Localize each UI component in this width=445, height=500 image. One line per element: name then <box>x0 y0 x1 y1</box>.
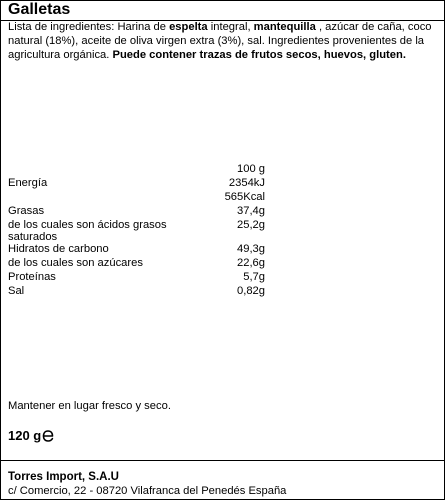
nutrition-label-salt: Sal <box>8 285 25 297</box>
nutrition-label-protein: Proteínas <box>8 271 56 283</box>
product-title: Galletas <box>8 1 71 18</box>
nutrition-value-fat: 37,4g <box>237 205 265 217</box>
storage-instructions: Mantener en lugar fresco y seco. <box>8 400 171 412</box>
company-name: Torres Import, S.A.U <box>8 471 119 483</box>
nutrition-value-carbs: 49,3g <box>237 243 265 255</box>
company-address: c/ Comercio, 22 - 08720 Vilafranca del Penedés España <box>8 485 287 497</box>
nutrition-label-saturated: de los cuales son ácidos grasos <box>8 219 167 231</box>
ingredient-highlight: espelta <box>169 21 208 33</box>
ingredient-text: , azúcar de caña, coco natural (18%), aceite de oliva virgen extra (3%), sal. Ingredientes provenientes de la agricultura orgánica. <box>8 21 432 61</box>
estimated-e-mark-icon <box>42 429 54 443</box>
nutrition-label-fat: Grasas <box>8 205 45 217</box>
ingredient-text: integral, <box>207 21 254 33</box>
energy-kcal-value: 565Kcal <box>224 191 265 203</box>
nutrition-value-protein: 5,7g <box>243 271 265 283</box>
ingredient-highlight: mantequilla <box>253 21 316 33</box>
nutrition-value-saturated: 25,2g <box>237 219 265 231</box>
footer-divider <box>1 460 444 461</box>
net-weight-value: 120 g <box>8 428 42 443</box>
nutrition-label-saturated-cont: saturados <box>8 231 58 243</box>
energy-kj-value: 2354kJ <box>228 177 265 189</box>
nutrition-per-100g-header: 100 g <box>237 163 265 175</box>
ingredient-highlight: Puede contener trazas de frutos secos, huevos, gluten. <box>112 49 406 61</box>
ingredients-list <box>8 20 440 62</box>
nutrition-value-salt: 0,82g <box>237 285 265 297</box>
energy-label: Energía <box>8 177 48 189</box>
net-weight <box>8 427 54 445</box>
ingredient-text: Lista de ingredientes: Harina de <box>8 21 170 33</box>
nutrition-label-sugars: de los cuales son azúcares <box>8 257 143 269</box>
nutrition-value-sugars: 22,6g <box>237 257 265 269</box>
nutrition-label-carbs: Hidratos de carbono <box>8 243 109 255</box>
